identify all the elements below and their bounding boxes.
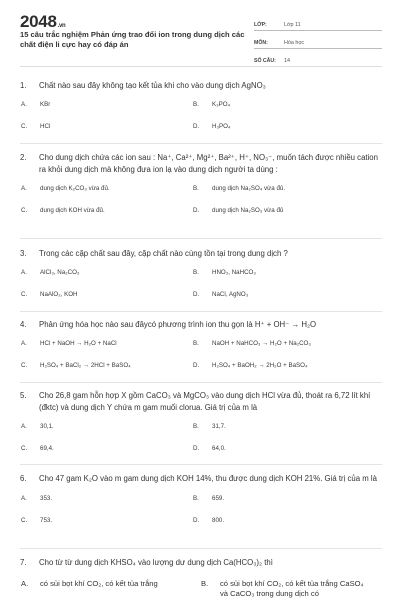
question-stem: Chất nào sau đây không tạo kết tủa khi cho vào dung dịch AgNO₃ [39, 81, 266, 90]
question-1 [20, 80, 382, 145]
option-a[interactable] [20, 579, 200, 599]
option-text: NaOH + NaHCO₃ → H₂O + Na₂CO₃ [212, 339, 311, 347]
option-c[interactable] [20, 517, 192, 539]
option-text: 64,0. [212, 445, 226, 452]
option-letter: A. [21, 423, 27, 430]
question-divider [20, 548, 382, 549]
option-text: NaAlO₂, KOH [40, 290, 78, 298]
option-d[interactable] [192, 123, 364, 145]
option-b[interactable] [192, 185, 364, 207]
option-a[interactable] [20, 269, 192, 291]
option-b[interactable] [192, 269, 364, 291]
meta-value-class: Lớp 11 [284, 22, 301, 28]
option-d[interactable] [192, 291, 364, 313]
option-text: HCl + NaOH → H₂O + NaCl [40, 339, 117, 347]
option-text: HNO₃, NaHCO₃ [212, 268, 256, 276]
answer-options [20, 423, 382, 467]
option-a[interactable] [20, 340, 192, 362]
question-number: 4. [20, 320, 27, 329]
option-letter: C. [21, 122, 28, 130]
option-letter: D. [193, 122, 200, 130]
option-letter: C. [21, 290, 28, 298]
option-d[interactable] [192, 517, 364, 539]
header-divider [20, 66, 382, 67]
option-text: 31,7. [212, 423, 226, 430]
answer-options [20, 495, 382, 539]
option-letter: D. [193, 516, 200, 524]
option-text: 69,4. [40, 445, 54, 452]
option-text: AlCl₃, Na₂CO₃ [40, 268, 80, 276]
meta-label-class: LỚP: [254, 22, 267, 28]
document-meta [254, 16, 382, 70]
option-text: 659. [212, 494, 225, 502]
option-letter: D. [193, 361, 200, 369]
question-stem: Phản ứng hóa học nào sau đâycó phương trình ion thu gọn là H⁺ + OH⁻ → H₂O [39, 320, 317, 329]
question-divider [20, 311, 382, 312]
option-letter: A. [21, 185, 27, 192]
question-number: 1. [20, 81, 27, 90]
option-d[interactable] [192, 362, 364, 384]
option-letter: A. [21, 339, 27, 347]
option-d[interactable] [192, 207, 364, 229]
answer-options [20, 101, 382, 145]
logo-main: 2048 [20, 12, 57, 31]
option-letter: B. [201, 578, 209, 588]
question-stem: Cho 26,8 gam hỗn hợp X gồm CaCO₃ và MgCO₃ vào dung dịch HCl vừa đủ, thoát ra 6,72 lít khí (đktc) và dung dịch Y chứa m gam muối clorua. Giá trị của m là [39, 391, 371, 412]
option-letter: A. [21, 268, 27, 276]
option-text: dung dịch Na₂SO₃ vừa đủ [212, 207, 284, 214]
question-divider [20, 143, 382, 144]
option-letter: B. [193, 494, 199, 502]
question-number: 7. [20, 558, 27, 567]
option-text: có sủi bọt khí CO₂, có kết tủa trắng CaSO₄ và CaCO₃ trong dung dịch có [220, 578, 364, 598]
logo-suffix: .vn [57, 23, 66, 29]
question-divider [20, 382, 382, 383]
document-title: 15 câu trắc nghiệm Phản ứng trao đổi ion trong dung dịch các chất điện li cực hay có đáp án [20, 30, 245, 49]
option-b[interactable] [192, 495, 364, 517]
question-stem: Cho dung dịch chứa các ion sau : Na⁺, Ca²⁺, Mg²⁺, Ba²⁺, H⁺, NO₃⁻, muốn tách được nhiều cation ra khỏi dung dịch mà không đưa ion lạ vào dung dịch người ta dùng : [39, 153, 378, 174]
question-7 [20, 557, 382, 599]
option-text: dung dịch KOH vừa đủ. [40, 207, 105, 214]
option-text: 30,1. [40, 423, 54, 430]
question-number: 2. [20, 153, 27, 162]
option-b[interactable] [192, 101, 364, 123]
option-a[interactable] [20, 495, 192, 517]
question-stem: Cho từ từ dung dịch KHSO₄ vào lượng dư dung dịch Ca(HCO₃)₂ thì [39, 558, 273, 567]
meta-row-count [254, 52, 382, 67]
question-4 [20, 319, 382, 384]
option-c[interactable] [20, 362, 192, 384]
option-letter: B. [193, 100, 199, 108]
option-text: KBr [40, 100, 51, 108]
meta-value-count: 14 [284, 58, 290, 64]
option-text: NaCl, AgNO₃ [212, 290, 249, 298]
question-divider [20, 238, 382, 239]
option-text: K₃PO₄ [212, 100, 231, 108]
option-letter: A. [21, 100, 27, 108]
question-6 [20, 473, 382, 539]
option-letter: A. [21, 578, 29, 588]
option-letter: C. [21, 516, 28, 524]
option-b[interactable] [192, 423, 364, 445]
question-number: 5. [20, 391, 27, 400]
question-stem: Cho 47 gam K₂O vào m gam dung dịch KOH 14%, thu được dung dịch KOH 21%. Giá trị của m là [39, 474, 377, 483]
question-3 [20, 248, 382, 313]
option-c[interactable] [20, 123, 192, 145]
option-letter: C. [21, 445, 28, 452]
option-a[interactable] [20, 101, 192, 123]
answer-options [20, 340, 382, 384]
option-letter: B. [193, 185, 199, 192]
option-c[interactable] [20, 291, 192, 313]
answer-options [20, 579, 382, 599]
option-c[interactable] [20, 207, 192, 229]
option-b[interactable] [192, 340, 364, 362]
site-logo[interactable] [20, 12, 65, 32]
option-b[interactable] [200, 579, 372, 599]
meta-label-count: SỐ CÂU: [254, 58, 276, 64]
option-text: 753. [40, 516, 53, 524]
meta-label-subject: MÔN: [254, 40, 268, 46]
option-text: H₂SO₄ + BaOH₂ → 2H₂O + BaSO₄ [212, 361, 308, 369]
meta-row-subject [254, 34, 382, 49]
answer-options [20, 185, 382, 229]
meta-value-subject: Hóa học [284, 40, 305, 46]
option-letter: A. [21, 494, 27, 502]
option-letter: D. [193, 207, 200, 214]
answer-options [20, 269, 382, 313]
question-2 [20, 152, 382, 229]
option-text: H₂SO₄ + BaCl₂ → 2HCl + BaSO₄ [40, 361, 131, 369]
option-text: dung dịch Na₂SO₄ vừa đủ. [212, 185, 286, 192]
option-letter: C. [21, 207, 28, 214]
option-letter: B. [193, 423, 199, 430]
option-a[interactable] [20, 185, 192, 207]
option-text: HCl [40, 122, 51, 130]
option-text: 800. [212, 516, 225, 524]
question-5 [20, 390, 382, 467]
question-number: 3. [20, 249, 27, 258]
question-stem: Trong các cặp chất sau đây, cặp chất nào cùng tồn tại trong dung dịch ? [39, 249, 288, 258]
option-a[interactable] [20, 423, 192, 445]
option-text: có sủi bọt khí CO₂, có kết tủa trắng [40, 578, 158, 588]
meta-row-class [254, 16, 382, 31]
option-letter: B. [193, 268, 199, 276]
option-letter: B. [193, 339, 199, 347]
option-letter: D. [193, 445, 200, 452]
option-text: H₃PO₄ [212, 122, 231, 130]
question-divider [20, 464, 382, 465]
option-text: dung dịch K₂CO₃ vừa đủ. [40, 185, 110, 192]
option-letter: D. [193, 290, 200, 298]
question-number: 6. [20, 474, 27, 483]
option-text: 353. [40, 494, 53, 502]
option-letter: C. [21, 361, 28, 369]
